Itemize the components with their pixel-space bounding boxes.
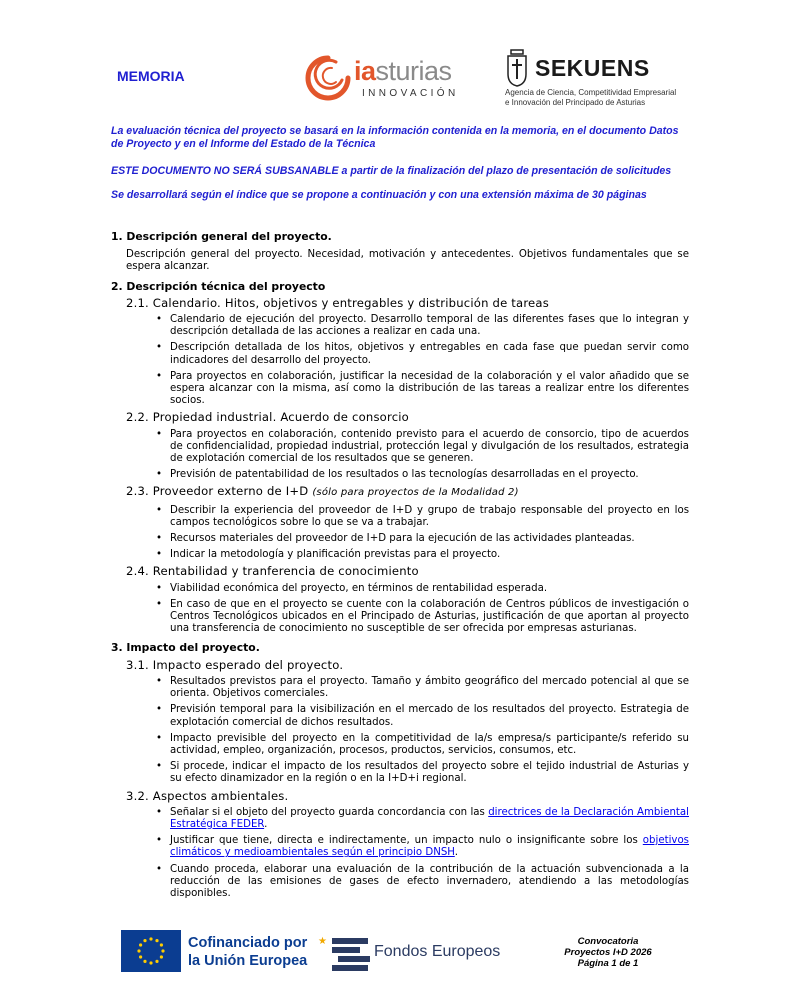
- section-3-heading: 3. Impacto del proyecto.: [111, 641, 260, 655]
- feder-guidelines-link[interactable]: directrices de la Declaración Ambiental Estratégica FEDER: [170, 806, 689, 830]
- list-item: • Calendario de ejecución del proyecto. Desarrollo temporal de las diferentes fases que lo integran y descripción detallada de las acciones a realizar en cada una.: [170, 314, 689, 338]
- list-item: • Describir la experiencia del proveedor de I+D y grupo de trabajo responsable del proyecto en los campos tecnológicos sobre lo que se va a trabajar.: [170, 505, 689, 529]
- call-label: Convocatoria: [577, 936, 639, 947]
- section-2-2-heading: 2.2. Propiedad industrial. Acuerdo de consorcio: [126, 410, 409, 425]
- sekuens-subtitle: Agencia de Ciencia, Competitividad Empresarial e Innovación del Principado de Asturias: [505, 88, 677, 107]
- section-2-3-list: [111, 505, 689, 562]
- section-3-2-heading: 3.2. Aspectos ambientales.: [126, 788, 289, 803]
- memoria-index: [111, 231, 689, 904]
- section-1-text: Descripción general del proyecto. Necesidad, motivación y antecedentes. Objetivos fundamentales que se espera alcanzar.: [126, 249, 689, 273]
- section-2-4-heading: 2.4. Rentabilidad y tranferencia de conocimiento: [126, 564, 419, 579]
- list-item: • Justificar que tiene, directa e indirectamente, un impacto nulo o insignificante sobre los objetivos climáticos y medioambientales según el principio DNSH.: [170, 835, 689, 859]
- eu-flag-icon: [121, 930, 181, 972]
- section-2-heading: 2. Descripción técnica del proyecto: [111, 279, 326, 293]
- section-3-2-list: [111, 807, 689, 900]
- list-item: • Viabilidad económica del proyecto, en términos de rentabilidad esperada.: [170, 583, 689, 595]
- list-item: • Resultados previstos para el proyecto. Tamaño y ámbito geográfico del mercado potencial al que se orienta. Objetivos comerciales.: [170, 676, 689, 700]
- list-item: • Impacto previsible del proyecto en la competitividad de la/s empresa/s participante/s referido su actividad, empleo, organización, procesos, productos, servicios, consumos, etc.: [170, 733, 689, 757]
- section-2-1-list: [111, 314, 689, 407]
- section-1-heading: 1. Descripción general del proyecto.: [111, 230, 332, 243]
- list-item: • Señalar si el objeto del proyecto guarda concordancia con las directrices de la Declaración Ambiental Estratégica FEDER.: [170, 807, 689, 831]
- asturias-coat-of-arms-icon: [505, 48, 529, 88]
- list-item: • Previsión temporal para la visibilización en el mercado de los resultados del proyecto. Estrategia de explotación comercial de dichos resultados.: [170, 704, 689, 728]
- list-item: • Recursos materiales del proveedor de I+D para la ejecución de las actividades planteadas.: [170, 533, 689, 545]
- iasturias-subtitle: INNOVACIÓN: [362, 88, 459, 99]
- page-number: Página 1 de 1: [577, 958, 639, 969]
- iasturias-wordmark: iasturias: [354, 56, 452, 86]
- list-item: • Previsión de patentabilidad de los resultados o las tecnologías desarrolladas en el proyecto.: [170, 469, 689, 481]
- list-item: • Descripción detallada de los hitos, objetivos y entregables en cada fase que puedan servir como indicadores del desarrollo del proyecto.: [170, 342, 689, 366]
- dnsh-objectives-link[interactable]: objetivos climáticos y medioambientales según el principio DNSH: [170, 835, 689, 859]
- section-3-1-list: [111, 676, 689, 786]
- intro-evaluation: La evaluación técnica del proyecto se basará en la información contenida en la memoria, en el documento Datos de Proyecto y en el Informe del Estado de la Técnica: [111, 125, 679, 150]
- list-item: • Para proyectos en colaboración, contenido previsto para el acuerdo de consorcio, tipo de acuerdos de confidencialidad, propiedad industrial, protección legal y divulgación de los resultados, estrategia de explotación comercial de los resultados que se generen.: [170, 429, 689, 466]
- fondos-europeos-label: Fondos Europeos: [374, 943, 501, 960]
- document-title: MEMORIA: [117, 68, 185, 84]
- intro-not-amendable: ESTE DOCUMENTO NO SERÁ SUBSANABLE a partir de la finalización del plazo de presentación de solicitudes: [111, 165, 672, 177]
- eu-cofinanced-label: Cofinanciado por la Unión Europea: [188, 935, 308, 969]
- section-2-2-list: [111, 429, 689, 482]
- list-item: • Indicar la metodología y planificación previstas para el proyecto.: [170, 549, 689, 561]
- list-item: • Si procede, indicar el impacto de los resultados del proyecto sobre el tejido industrial de Asturias y su efecto dinamizador en la región o en la I+D+i regional.: [170, 761, 689, 785]
- section-3-1-heading: 3.1. Impacto esperado del proyecto.: [126, 657, 344, 672]
- list-item: • En caso de que en el proyecto se cuente con la colaboración de Centros públicos de investigación o Centros Tecnológicos ubicados en el Principado de Asturias, justificación de que aportan al proyecto una transferencia de conocimiento no susceptible de ser ofrecida por empresas asturianas.: [170, 599, 689, 636]
- section-2-1-heading: 2.1. Calendario. Hitos, objetivos y entregables y distribución de tareas: [126, 295, 549, 310]
- call-info: [543, 936, 673, 969]
- call-name: Proyectos I+D 2026: [564, 947, 652, 958]
- sekuens-wordmark: SEKUENS: [535, 55, 650, 81]
- fondos-europeos-logo-icon: [318, 934, 370, 974]
- section-2-3-note: (sólo para proyectos de la Modalidad 2): [312, 487, 519, 499]
- list-item: • Para proyectos en colaboración, justificar la necesidad de la colaboración y el valor añadido que se espera alcanzar con la misma, así como la distribución de las tareas a realizar entre los diferentes socios.: [170, 371, 689, 408]
- svg-text:★: ★: [318, 936, 327, 947]
- section-2-3-heading: 2.3. Proveedor externo de I+D (sólo para proyectos de la Modalidad 2): [126, 484, 519, 499]
- section-2-4-list: [111, 583, 689, 636]
- list-item: • Cuando proceda, elaborar una evaluación de la contribución de la actuación subvencionada a la reducción de las emisiones de gases de efecto invernadero, atendiendo a las metodologías disponibles.: [170, 864, 689, 901]
- intro-index-note: Se desarrollará según el índice que se propone a continuación y con una extensión máxima de 30 páginas: [111, 189, 647, 201]
